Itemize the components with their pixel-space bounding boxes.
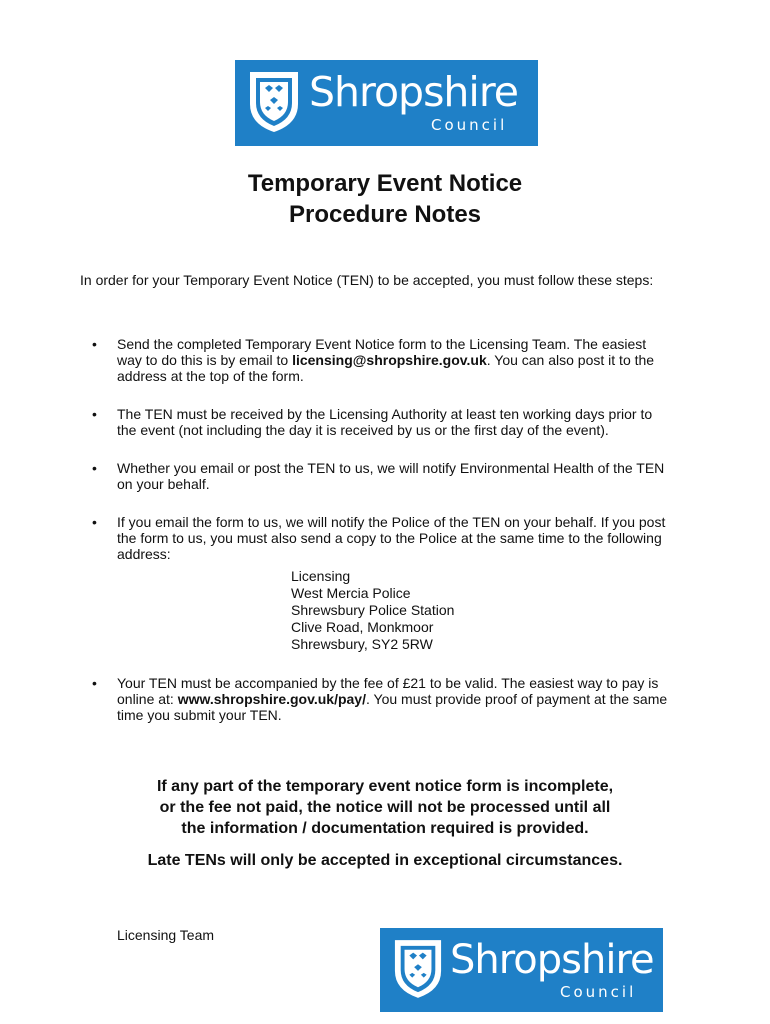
- bullet-icon: •: [92, 336, 97, 352]
- address-line: Licensing: [291, 568, 351, 584]
- shropshire-council-logo-footer: [380, 928, 663, 1012]
- late-notice: Late TENs will only be accepted in exceptional circumstances.: [147, 852, 623, 869]
- list-item-text: . You must provide proof of payment at the same time you submit your TEN.: [117, 691, 668, 723]
- payment-link[interactable]: www.shropshire.gov.uk/pay/: [177, 691, 366, 707]
- warning-notice: [0, 776, 770, 839]
- address-line: Shrewsbury Police Station: [291, 602, 455, 618]
- address-line: West Mercia Police: [291, 585, 411, 601]
- bullet-icon: •: [92, 514, 97, 530]
- list-item: [92, 406, 672, 438]
- list-item-text: . You can also post it to the address at the top of the form.: [117, 352, 655, 384]
- bullet-icon: •: [92, 406, 97, 422]
- address-line: Clive Road, Monkmoor: [291, 619, 434, 635]
- list-item: [92, 514, 672, 653]
- logo-subtitle: Council: [560, 983, 637, 1001]
- list-item: [92, 460, 672, 492]
- list-item-text: Send the completed Temporary Event Notice form to the Licensing Team. The easiest way to do this is by email to: [117, 336, 647, 368]
- logo-subtitle: Council: [431, 116, 508, 134]
- intro-paragraph: In order for your Temporary Event Notice (TEN) to be accepted, you must follow these steps:: [80, 272, 654, 288]
- page-title-line-1: Temporary Event Notice: [247, 170, 523, 197]
- email-link[interactable]: licensing@shropshire.gov.uk: [292, 352, 487, 368]
- bullet-icon: •: [92, 460, 97, 476]
- police-address: [291, 568, 672, 653]
- list-item: [92, 675, 672, 723]
- logo-wordmark: Shropshire: [309, 68, 518, 116]
- logo-wordmark: Shropshire: [450, 937, 654, 983]
- list-item: [92, 336, 672, 384]
- coat-of-arms-icon: [393, 938, 443, 1000]
- coat-of-arms-icon: [248, 70, 300, 134]
- shropshire-council-logo: [235, 60, 538, 146]
- address-line: Shrewsbury, SY2 5RW: [291, 636, 433, 652]
- page-title-line-2: Procedure Notes: [288, 201, 482, 228]
- list-item-text: Your TEN must be accompanied by the fee of £21 to be valid. The easiest way to pay is online at:: [117, 675, 659, 707]
- warning-line: If any part of the temporary event notice form is incomplete,: [156, 778, 614, 795]
- warning-line: the information / documentation required is provided.: [181, 820, 589, 837]
- warning-line: or the fee not paid, the notice will not be processed until all: [159, 799, 611, 816]
- signoff: Licensing Team: [117, 927, 215, 943]
- list-item-text: Whether you email or post the TEN to us, we will notify Environmental Health of the TEN on your behalf.: [117, 460, 665, 492]
- steps-list: [92, 336, 672, 723]
- bullet-icon: •: [92, 675, 97, 691]
- list-item-text: The TEN must be received by the Licensing Authority at least ten working days prior to the event (not including the day it is received by us or the first day of the event).: [117, 406, 653, 438]
- list-item-text: If you email the form to us, we will notify the Police of the TEN on your behalf. If you post the form to us, you must also send a copy to the Police at the same time to the following address:: [117, 514, 666, 562]
